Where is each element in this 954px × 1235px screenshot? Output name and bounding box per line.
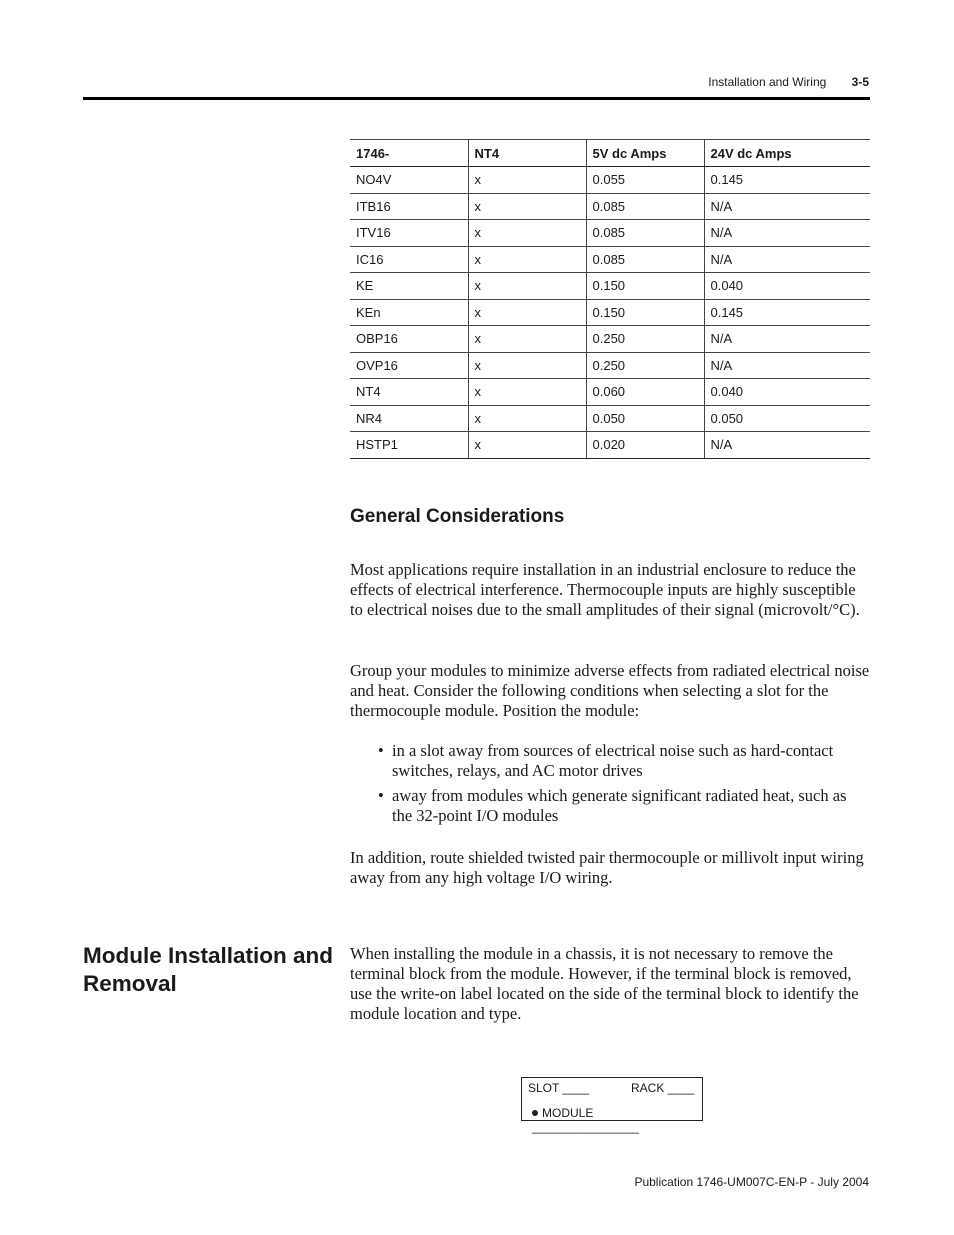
table-cell: NO4V: [350, 167, 468, 194]
table-cell: IC16: [350, 246, 468, 273]
table-cell: 0.040: [704, 379, 870, 406]
table-cell: KEn: [350, 299, 468, 326]
table-cell: KE: [350, 273, 468, 300]
table-row: [350, 299, 870, 326]
column-header: 24V dc Amps: [704, 140, 870, 167]
table-cell: N/A: [704, 193, 870, 220]
table-cell: 0.150: [586, 299, 704, 326]
table-row: [350, 432, 870, 459]
table-cell: x: [468, 379, 586, 406]
header-rule: [83, 97, 870, 100]
table-cell: x: [468, 273, 586, 300]
general-paragraph-1: Most applications require installation in an industrial enclosure to reduce the effects of electrical interference. Thermocouple inputs are highly susceptible to electrical noises due to the small amplitudes of their signal (microvolt/°C).: [350, 560, 860, 619]
table-cell: N/A: [704, 246, 870, 273]
general-paragraph-3: In addition, route shielded twisted pair thermocouple or millivolt input wiring away from any high voltage I/O wiring.: [350, 848, 864, 887]
label-rack-field: RACK ____: [631, 1081, 695, 1095]
table-row: [350, 193, 870, 220]
publication-footer: Publication 1746-UM007C-EN-P - July 2004: [634, 1175, 869, 1189]
table-cell: x: [468, 246, 586, 273]
table-cell: 0.050: [704, 405, 870, 432]
column-header: 1746-: [350, 140, 468, 167]
header-page-number: 3-5: [851, 75, 869, 89]
table-cell: ITV16: [350, 220, 468, 247]
table-cell: 0.085: [586, 220, 704, 247]
label-module-text: MODULE ________________: [532, 1106, 639, 1134]
table-row: [350, 405, 870, 432]
table-cell: N/A: [704, 220, 870, 247]
table-cell: 0.055: [586, 167, 704, 194]
table-cell: HSTP1: [350, 432, 468, 459]
table-row: [350, 246, 870, 273]
column-header: NT4: [468, 140, 586, 167]
table-cell: x: [468, 326, 586, 353]
table-cell: N/A: [704, 432, 870, 459]
table-cell: x: [468, 352, 586, 379]
table-cell: 0.050: [586, 405, 704, 432]
table-row: [350, 379, 870, 406]
table-cell: 0.250: [586, 326, 704, 353]
table-row: [350, 326, 870, 353]
header-section-title: Installation and Wiring: [708, 75, 827, 89]
write-on-label-diagram: [521, 1077, 703, 1134]
table-body: [350, 167, 870, 459]
position-bullet-list: [378, 741, 858, 831]
bullet-dot-icon: [532, 1110, 538, 1116]
module-installation-paragraph: When installing the module in a chassis, it is not necessary to remove the terminal block from the module. However, if the terminal block is removed, use the write-on label located on the side of the terminal block to identify the module location and type.: [350, 944, 859, 1023]
table-header-row: [350, 140, 870, 167]
bullet-item: • away from modules which generate significant radiated heat, such as the 32-point I/O modules: [378, 786, 858, 826]
table-cell: 0.085: [586, 193, 704, 220]
table-cell: x: [468, 193, 586, 220]
table-cell: 0.250: [586, 352, 704, 379]
table-cell: 0.085: [586, 246, 704, 273]
general-considerations-heading: General Considerations: [350, 506, 565, 527]
table-cell: NR4: [350, 405, 468, 432]
table-cell: N/A: [704, 326, 870, 353]
module-installation-heading: Module Installation and Removal: [83, 943, 334, 996]
column-header: 5V dc Amps: [586, 140, 704, 167]
table-cell: x: [468, 299, 586, 326]
table-cell: 0.060: [586, 379, 704, 406]
table-cell: 0.150: [586, 273, 704, 300]
table-cell: 0.020: [586, 432, 704, 459]
table-row: [350, 273, 870, 300]
page-header: [708, 75, 869, 89]
table-cell: NT4: [350, 379, 468, 406]
label-slot-field: SLOT ____: [528, 1081, 590, 1095]
table-row: [350, 220, 870, 247]
table-cell: OBP16: [350, 326, 468, 353]
table-row: [350, 167, 870, 194]
table-cell: 0.040: [704, 273, 870, 300]
power-requirements-table: [350, 139, 870, 459]
bullet-item: • in a slot away from sources of electrical noise such as hard-contact switches, relays, and AC motor drives: [378, 741, 858, 781]
table-row: [350, 352, 870, 379]
table-cell: ITB16: [350, 193, 468, 220]
table-cell: 0.145: [704, 167, 870, 194]
table-cell: x: [468, 432, 586, 459]
table-cell: OVP16: [350, 352, 468, 379]
table-cell: x: [468, 220, 586, 247]
table-cell: N/A: [704, 352, 870, 379]
table-cell: x: [468, 405, 586, 432]
general-paragraph-2: Group your modules to minimize adverse effects from radiated electrical noise and heat. Consider the following conditions when selecting a slot for the thermocouple module. Position the module:: [350, 661, 870, 720]
table-cell: 0.145: [704, 299, 870, 326]
label-module-field: [532, 1106, 702, 1134]
table-cell: x: [468, 167, 586, 194]
